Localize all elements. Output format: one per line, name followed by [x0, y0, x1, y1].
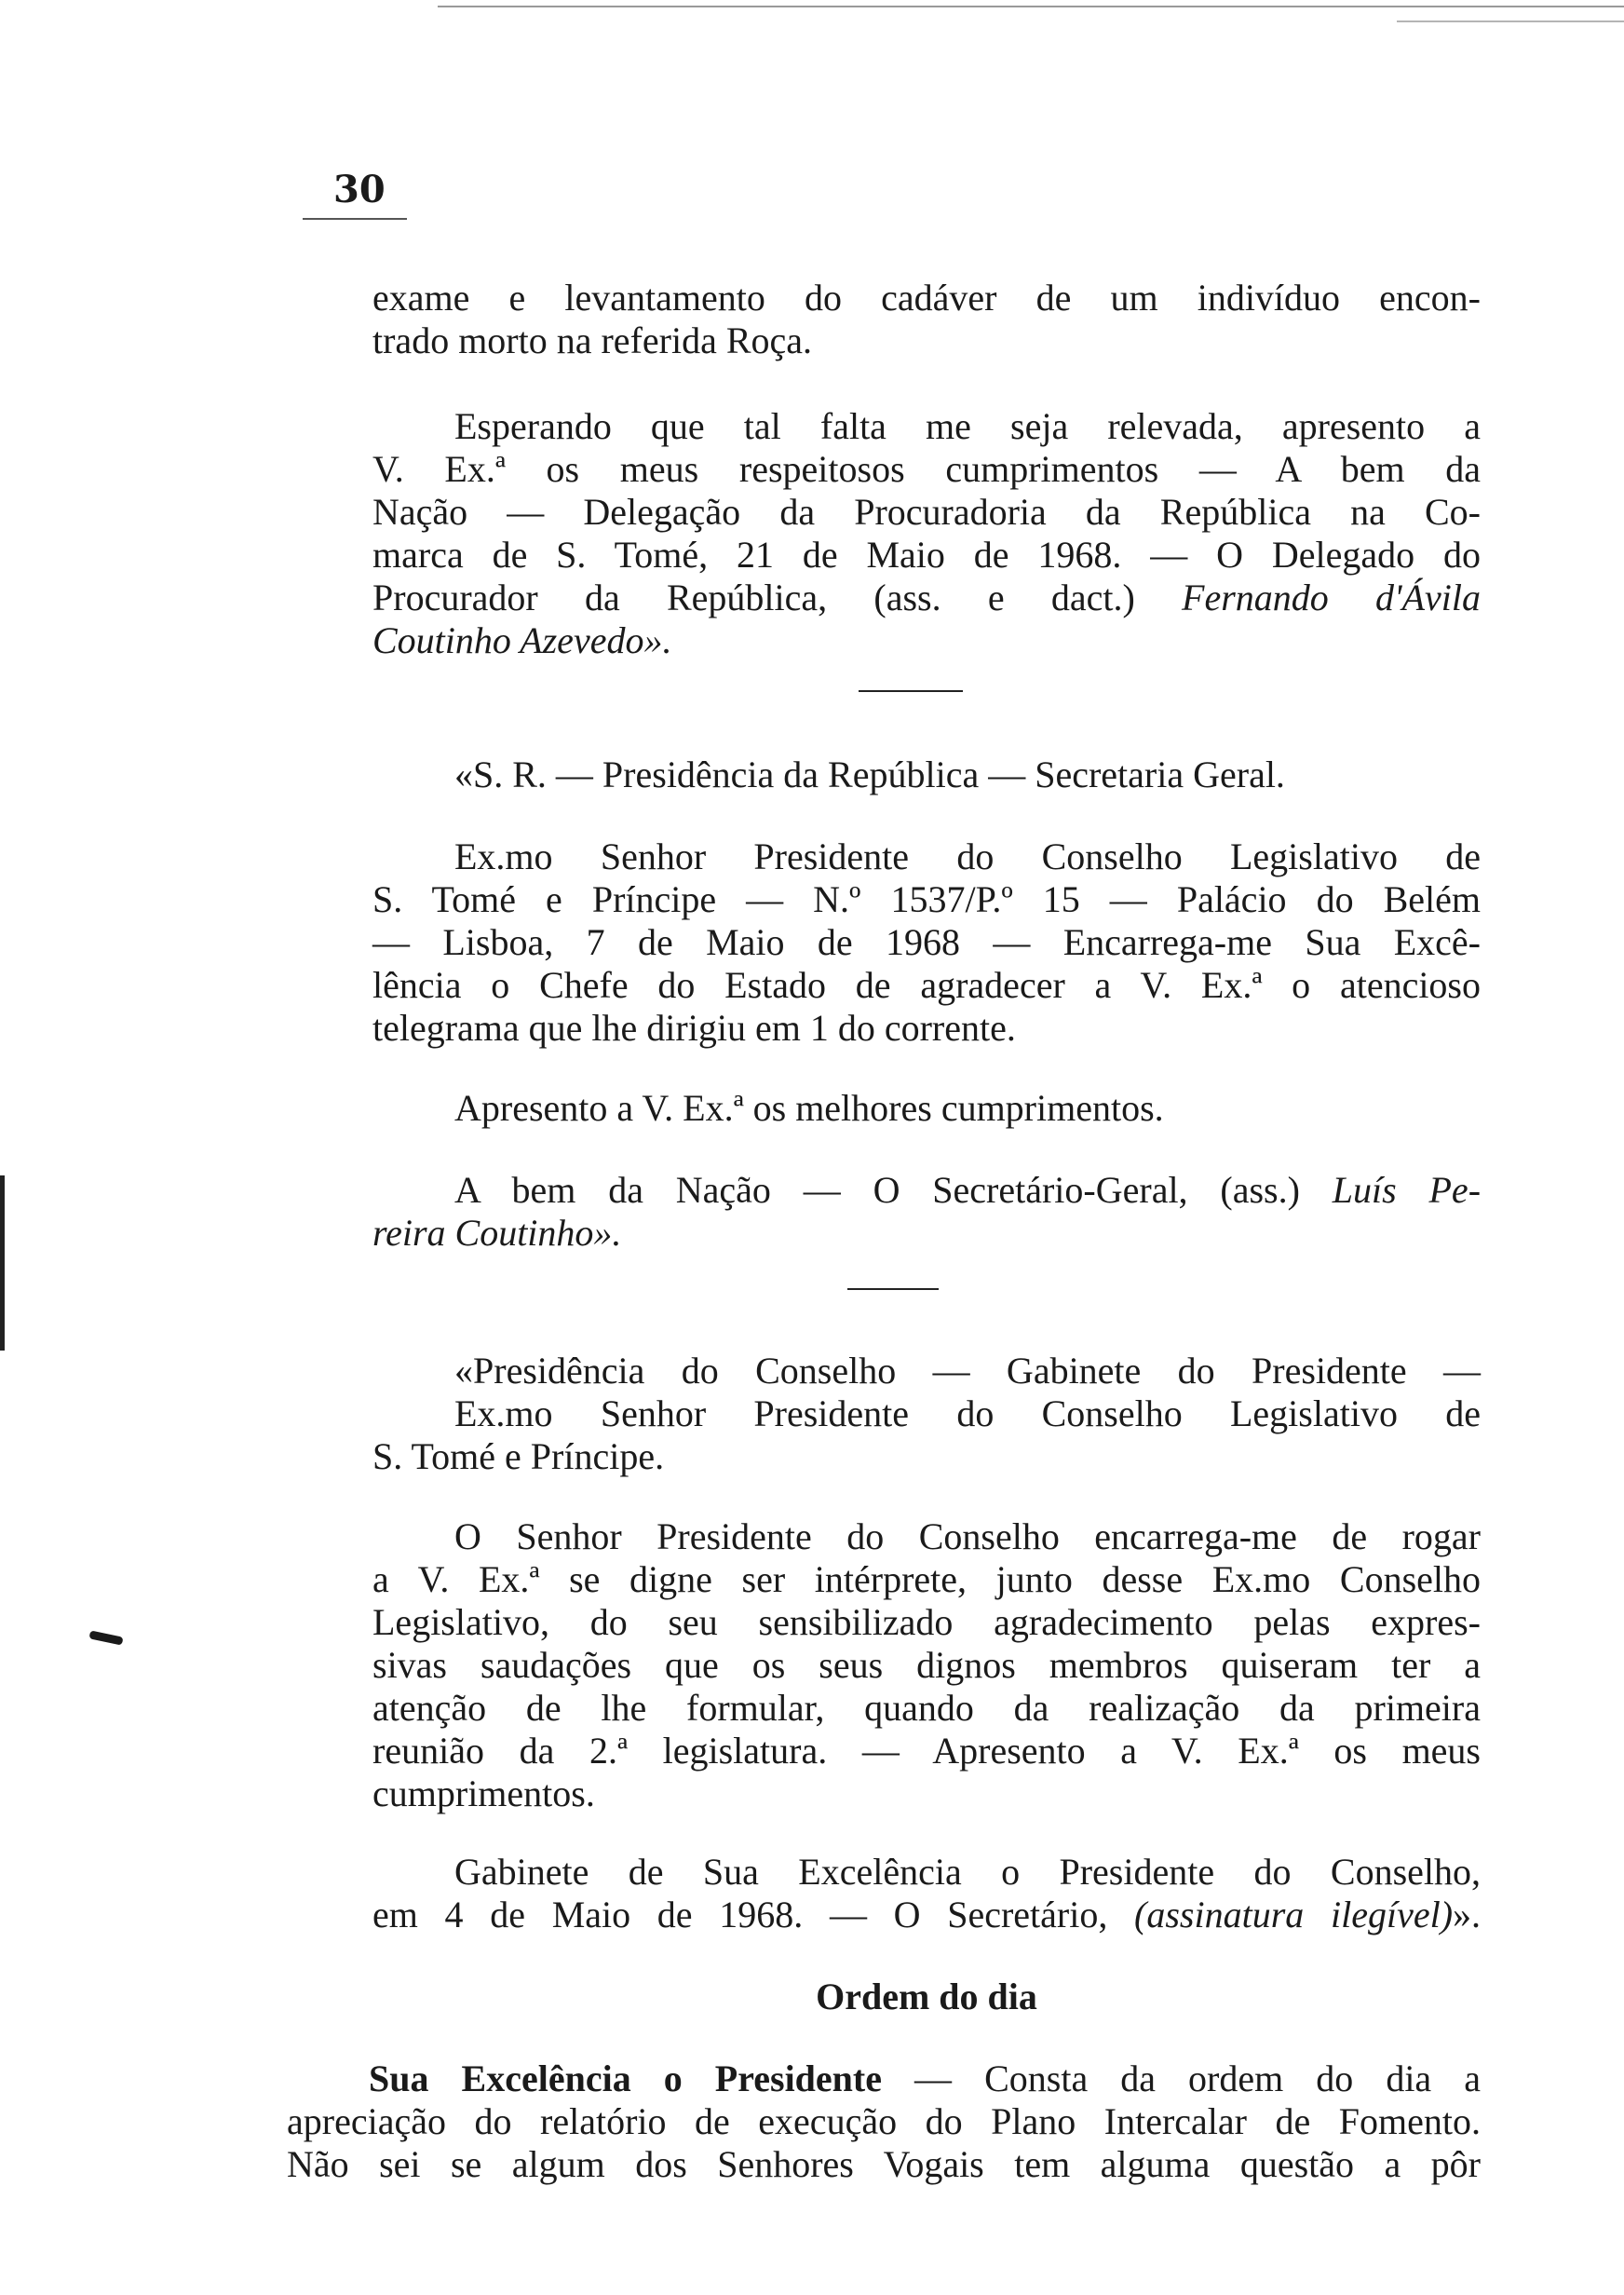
text-line: Apresento a V. Ex.ª os melhores cumprimentos.	[454, 1087, 1164, 1129]
text-line: a V. Ex.ª se digne ser intérprete, junto desse Ex.mo Conselho	[372, 1558, 1481, 1600]
signatory-name: Luís Pe-	[1332, 1169, 1482, 1211]
text-line: V. Ex.ª os meus respeitosos cumprimentos — A bem da	[372, 448, 1481, 490]
section-separator	[847, 1288, 939, 1290]
text-line: Nação — Delegação da Procuradoria da República na Co-	[372, 491, 1481, 533]
text-line: cumprimentos.	[372, 1772, 595, 1814]
page-number-underline	[303, 218, 407, 220]
section-separator	[859, 690, 963, 692]
margin-mark	[88, 1630, 123, 1645]
text-line: Legislativo, do seu sensibilizado agradecimento pelas expres-	[372, 1601, 1481, 1643]
text-line: trado morto na referida Roça.	[372, 319, 813, 361]
scan-top-rule	[438, 6, 1624, 7]
text-line: apreciação do relatório de execução do Plano Intercalar de Fomento.	[287, 2100, 1481, 2142]
text-line: Ex.mo Senhor Presidente do Conselho Legislativo de	[454, 1392, 1481, 1434]
section-heading: Ordem do dia	[816, 1976, 1037, 2017]
text-line: Gabinete de Sua Excelência o Presidente do Conselho,	[454, 1851, 1481, 1893]
text-line: sivas saudações que os seus dignos membros quiseram ter a	[372, 1644, 1481, 1686]
text-span: em 4 de Maio de 1968. — O Secretário,	[372, 1894, 1108, 1935]
scan-edge-mark	[0, 1175, 5, 1351]
text-span: A bem da Nação — O Secretário-Geral, (ass.)	[454, 1169, 1300, 1211]
text-line	[372, 576, 1481, 620]
text-line: «S. R. — Presidência da República — Secretaria Geral.	[454, 754, 1285, 795]
text-line: Não sei se algum dos Senhores Vogais tem alguma questão a pôr	[287, 2143, 1481, 2185]
text-span: ».	[1453, 1894, 1482, 1935]
text-line	[372, 1168, 1481, 1213]
scan-top-rule-secondary	[1397, 20, 1624, 22]
text-line: telegrama que lhe dirigiu em 1 do corrente.	[372, 1007, 1016, 1049]
text-line: lência o Chefe do Estado de agradecer a V. Ex.ª o atencioso	[372, 964, 1481, 1006]
text-span: — Consta da ordem do dia a	[882, 2057, 1481, 2099]
page-number: 30	[333, 168, 386, 211]
text-line: exame e levantamento do cadáver de um indivíduo encon-	[372, 277, 1481, 319]
signatory-name-line: reira Coutinho».	[372, 1212, 622, 1254]
text-line: S. Tomé e Príncipe.	[372, 1435, 665, 1477]
text-line	[287, 2057, 1481, 2101]
signatory-name: Fernando d'Ávila	[1182, 577, 1481, 618]
text-line: O Senhor Presidente do Conselho encarrega-me de rogar	[454, 1515, 1481, 1557]
text-line	[372, 1893, 1481, 1937]
text-span: Procurador da República, (ass. e dact.)	[372, 577, 1135, 618]
text-line: atenção de lhe formular, quando da realização da primeira	[372, 1687, 1481, 1729]
text-line: Ex.mo Senhor Presidente do Conselho Legislativo de	[454, 835, 1481, 877]
text-line: Esperando que tal falta me seja relevada, apresento a	[454, 405, 1481, 447]
signatory-name-line: Coutinho Azevedo».	[372, 619, 672, 661]
signature-note: (assinatura ilegível)	[1134, 1894, 1454, 1935]
text-line: marca de S. Tomé, 21 de Maio de 1968. — O Delegado do	[372, 534, 1481, 576]
text-line: S. Tomé e Príncipe — N.º 1537/P.º 15 — Palácio do Belém	[372, 878, 1481, 920]
text-line: reunião da 2.ª legislatura. — Apresento a V. Ex.ª os meus	[372, 1730, 1481, 1772]
text-line: «Presidência do Conselho — Gabinete do Presidente —	[454, 1350, 1481, 1392]
text-line: — Lisboa, 7 de Maio de 1968 — Encarrega-me Sua Excê-	[372, 921, 1481, 963]
speaker-name: Sua Excelência o Presidente	[369, 2057, 883, 2099]
